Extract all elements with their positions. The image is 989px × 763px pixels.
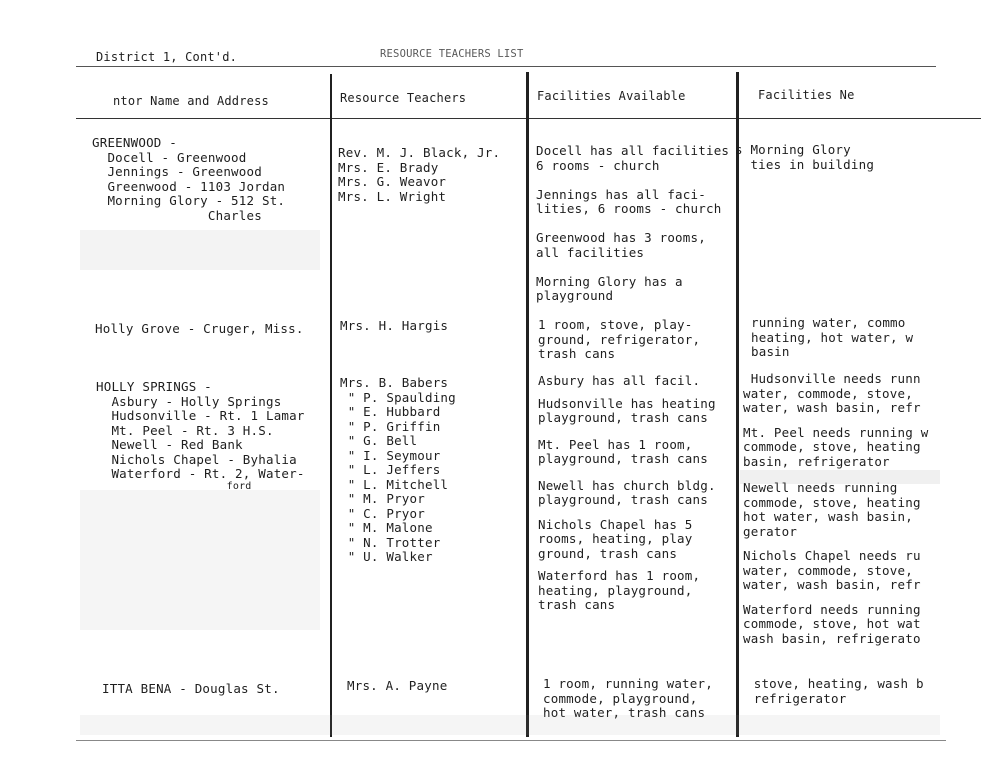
teacher-name: Mrs. B. Babers	[340, 375, 449, 390]
teacher-name: " U. Walker	[340, 549, 433, 564]
available-line: 6 rooms - church	[536, 157, 660, 173]
greenwood-center-cell	[92, 136, 285, 223]
holly-springs-teachers-cell	[340, 376, 456, 565]
available-line: Docell has all facilities	[536, 143, 730, 158]
holly-springs-available-cell	[538, 374, 716, 613]
needed-line: water, wash basin, refr	[743, 400, 921, 415]
needed-line: hot water, wash basin,	[743, 509, 913, 524]
center-line: Waterford - Rt. 2, Water-	[96, 466, 305, 481]
available-line	[538, 467, 716, 479]
center-line: Docell - Greenwood	[92, 149, 247, 165]
itta-bena-needed-cell	[746, 677, 924, 706]
available-line: ground, trash cans	[538, 545, 678, 561]
center-line: Asbury - Holly Springs	[96, 393, 282, 409]
bottom-rule	[76, 740, 946, 741]
needed-line: wash basin, refrigerato	[743, 630, 921, 646]
teacher-name: " N. Trotter	[340, 534, 441, 550]
teacher-name: Mrs. H. Hargis	[340, 318, 449, 333]
teacher-name: " M. Pryor	[340, 491, 425, 506]
center-line: Nichols Chapel - Byhalia	[96, 451, 297, 467]
center-line: Hudsonville - Rt. 1 Lamar	[96, 408, 305, 423]
itta-bena-center-cell	[102, 682, 280, 697]
holly-springs-center-cell	[96, 380, 305, 492]
greenwood-available-cell	[536, 144, 729, 304]
needed-line: Nichols Chapel needs ru	[743, 548, 921, 563]
needed-line: water, commode, stove,	[743, 385, 913, 401]
scan-smudge	[80, 230, 320, 270]
holly-grove-center-cell	[95, 322, 304, 337]
teacher-name: " G. Bell	[340, 433, 418, 448]
teacher-name: " M. Malone	[340, 520, 433, 535]
needed-line: commode, stove, heating	[743, 439, 921, 454]
available-line: 1 room, running water,	[543, 676, 713, 691]
available-line: Newell has church bldg.	[538, 477, 716, 493]
document-title: RESOURCE TEACHERS LIST	[380, 48, 524, 60]
teacher-name: " P. Griffin	[340, 418, 441, 434]
center-line: GREENWOOD -	[92, 135, 177, 150]
teacher-name: " L. Mitchell	[340, 476, 449, 492]
needed-line	[743, 593, 928, 603]
available-line: playground, trash cans	[538, 451, 708, 466]
teacher-name: Mrs. E. Brady	[338, 159, 439, 175]
available-line: Jennings has all faci-	[536, 186, 706, 202]
holly-grove-available-cell	[538, 318, 700, 362]
needed-line: ties in building	[735, 156, 875, 172]
center-line: HOLLY SPRINGS -	[96, 379, 212, 394]
available-line: trash cans	[538, 346, 616, 361]
available-line	[536, 260, 729, 275]
needed-line: Waterford needs running	[743, 601, 921, 617]
scan-smudge	[740, 470, 940, 484]
needed-line: Mt. Peel needs running w	[743, 424, 929, 440]
needed-line: Hudsonville needs runn	[743, 371, 921, 386]
holly-grove-needed-cell	[751, 316, 913, 360]
center-line: ITTA BENA - Douglas St.	[102, 681, 280, 696]
center-line: Charles	[92, 207, 262, 223]
teacher-name: Mrs. L. Wright	[338, 188, 447, 204]
teacher-name: Rev. M. J. Black, Jr.	[338, 145, 501, 160]
column-header-teachers: Resource Teachers	[340, 91, 467, 105]
available-line: ground, refrigerator,	[538, 331, 701, 347]
top-rule	[76, 66, 936, 67]
column-header-center: ntor Name and Address	[113, 94, 269, 108]
column-header-needed: Facilities Ne	[758, 88, 855, 102]
available-line: playground	[536, 288, 614, 303]
available-line: heating, playground,	[538, 582, 693, 598]
center-line: ford	[96, 480, 252, 492]
scan-smudge	[80, 715, 940, 735]
available-line: Mt. Peel has 1 room,	[538, 436, 693, 452]
available-line: Morning Glory has a	[536, 273, 683, 289]
available-line	[538, 426, 716, 438]
needed-line: commode, stove, hot wat	[743, 616, 921, 631]
needed-line: s Morning Glory	[735, 142, 851, 157]
scan-smudge	[80, 490, 320, 630]
center-line: Greenwood - 1103 Jordan	[92, 178, 286, 194]
available-line: Asbury has all facil.	[538, 373, 701, 388]
available-line	[536, 173, 729, 188]
needed-line: basin	[751, 344, 790, 359]
center-line: Newell - Red Bank	[96, 437, 243, 452]
needed-line: Newell needs running	[743, 480, 898, 495]
teacher-name: " I. Seymour	[340, 447, 441, 463]
available-line: Nichols Chapel has 5	[538, 516, 693, 532]
teacher-name: " E. Hubbard	[340, 404, 441, 419]
needed-line: running water, commo	[751, 315, 906, 330]
available-line: commode, playground,	[543, 690, 698, 706]
center-line: Mt. Peel - Rt. 3 H.S.	[96, 422, 274, 438]
needed-line: water, commode, stove,	[743, 562, 913, 578]
available-line: Greenwood has 3 rooms,	[536, 230, 706, 245]
holly-springs-needed-cell	[743, 372, 928, 646]
available-line: Waterford has 1 room,	[538, 568, 701, 583]
needed-line: stove, heating, wash b	[746, 676, 924, 691]
available-line: playground, trash cans	[538, 492, 708, 507]
needed-line: refrigerator	[746, 690, 847, 706]
greenwood-teachers-cell	[338, 146, 500, 204]
available-line: rooms, heating, play	[538, 531, 693, 546]
column-header-available: Facilities Available	[537, 89, 686, 103]
itta-bena-available-cell	[543, 677, 713, 721]
needed-line: basin, refrigerator	[743, 453, 890, 469]
itta-bena-teachers-cell	[347, 679, 447, 694]
available-line: Hudsonville has heating	[538, 395, 716, 411]
available-line: lities, 6 rooms - church	[536, 201, 722, 216]
teacher-name: " P. Spaulding	[340, 389, 456, 405]
center-line: Holly Grove - Cruger, Miss.	[95, 321, 304, 336]
column-divider-1	[330, 74, 332, 737]
greenwood-needed-cell	[735, 143, 874, 172]
teacher-name: " L. Jeffers	[340, 462, 441, 477]
center-line: Morning Glory - 512 St.	[92, 193, 286, 208]
available-line: trash cans	[538, 597, 616, 612]
teacher-name: " C. Pryor	[340, 505, 425, 521]
district-heading: District 1, Cont'd.	[96, 50, 238, 64]
needed-line: commode, stove, heating	[743, 494, 921, 510]
available-line: all facilities	[536, 244, 645, 260]
column-divider-2	[526, 72, 529, 737]
needed-line: heating, hot water, w	[751, 329, 914, 345]
needed-line: gerator	[743, 523, 798, 539]
teacher-name: Mrs. G. Weavor	[338, 174, 447, 189]
available-line	[538, 508, 716, 518]
center-line: Jennings - Greenwood	[92, 164, 262, 179]
available-line	[536, 217, 729, 232]
needed-line: water, wash basin, refr	[743, 577, 921, 592]
teacher-name: Mrs. A. Payne	[347, 678, 448, 693]
holly-grove-teachers-cell	[340, 319, 448, 334]
available-line: 1 room, stove, play-	[538, 317, 693, 332]
available-line: hot water, trash cans	[543, 705, 706, 720]
needed-line	[743, 416, 928, 426]
available-line: playground, trash cans	[538, 410, 708, 425]
